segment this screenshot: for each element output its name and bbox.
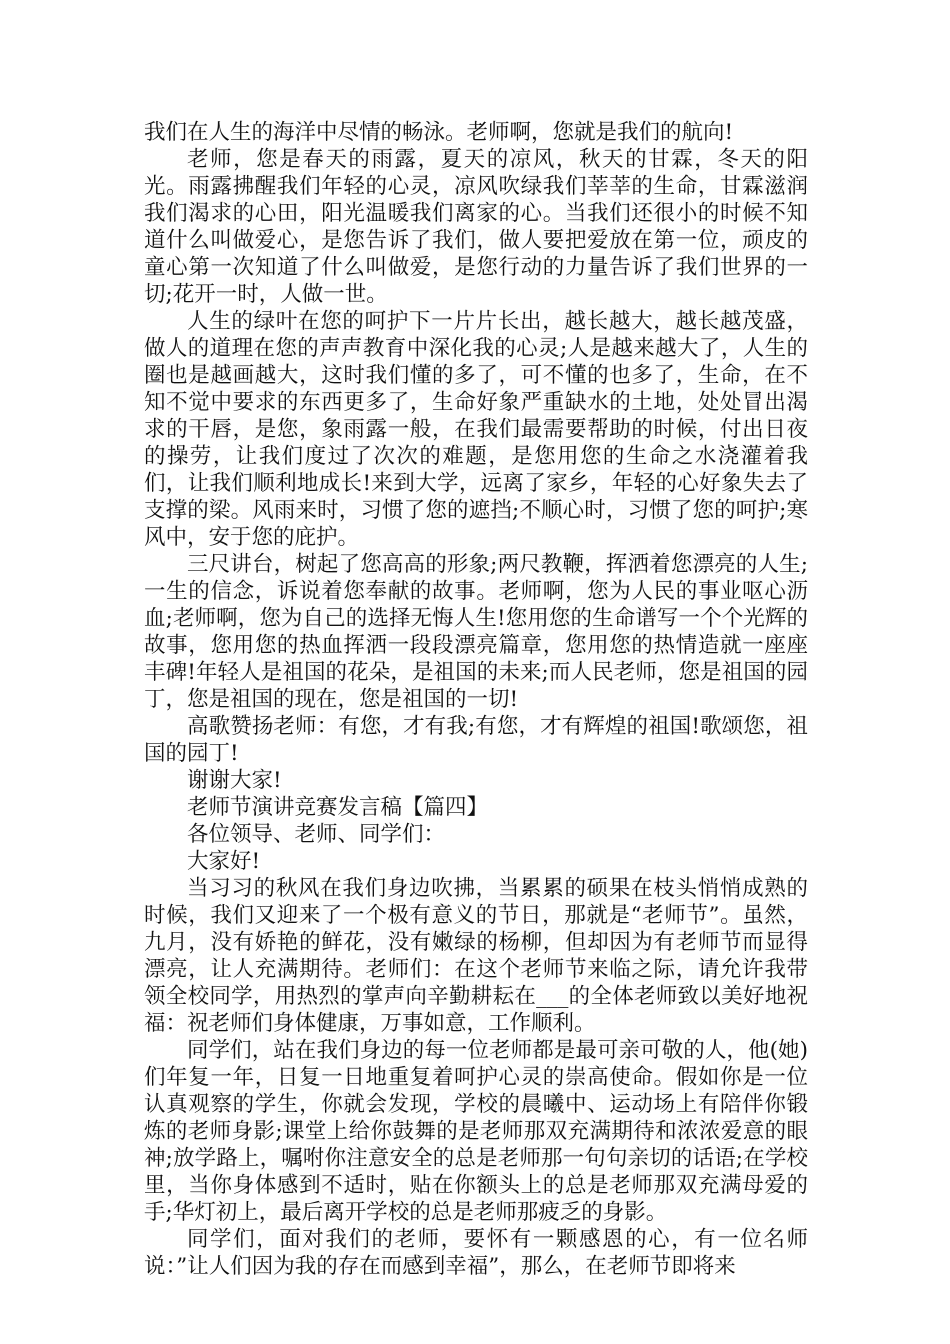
paragraph-3: 人生的绿叶在您的呵护下一片片长出，越长越大，越长越茂盛，做人的道理在您的声声教育中深化我的心灵;人是越来越大了，人生的圈也是越画越大，这时我们懂的多了，可不懂的也多了，生命，在不知不觉中要求的东西更多了，生命好象严重缺水的土地，处处冒出渴求的干唇，是您，象雨露一般，在我们最需要帮助的时候，付出日夜的操劳，让我们度过了次次的难题，是您用您的生命之水浇灌着我们，让我们顺利地成长!来到大学，远离了家乡，年轻的心好象失去了支撑的梁。风雨来时，习惯了您的遮挡;不顺心时，习惯了您的呵护;寒风中，安于您的庇护。 <box>144 309 808 550</box>
greeting: 大家好! <box>187 849 261 874</box>
paragraph-11: 同学们，站在我们身边的每一位老师都是最可亲可敬的人，他(她)们年复一年，日复一日地重复着呵护心灵的崇高使命。假如你是一位认真观察的学生，你就会发现，学校的晨曦中、运动场上有陪伴你锻炼的老师身影;课堂上给你鼓舞的是老师那双充满期待和浓浓爱意的眼神;放学路上，嘱咐你注意安全的总是老师那一句句亲切的话语;在学校里，当你身体感到不适时，贴在你额头上的总是老师那双充满母爱的手;华灯初上，最后离开学校的总是老师那疲乏的身影。 <box>144 1038 808 1225</box>
paragraph-4: 三尺讲台，树起了您高高的形象;两尺教鞭，挥洒着您漂亮的人生;一生的信念，诉说着您奉献的故事。老师啊，您为人民的事业呕心沥血;老师啊，您为自己的选择无悔人生!您用您的生命谱写一个个光辉的故事，您用您的热血挥洒一段段漂亮篇章，您用您的热情造就一座座丰碑!年轻人是祖国的花朵，是祖国的未来;而人民老师，您是祖国的园丁，您是祖国的现在，您是祖国的一切! <box>144 552 808 712</box>
paragraph-1: 我们在人生的海洋中尽情的畅泳。老师啊，您就是我们的航向! <box>144 120 734 145</box>
paragraph-10: 当习习的秋风在我们身边吹拂，当累累的硕果在枝头悄悄成熟的时候，我们又迎来了一个极有意义的节日，那就是“老师节”。虽然，九月，没有娇艳的鲜花，没有嫩绿的杨柳，但却因为有老师节而显得漂亮，让人充满期待。老师们：在这个老师节来临之际，请允许我带领全校同学，用热烈的掌声向辛勤耕耘在___的全体老师致以美好地祝福：祝老师们身体健康，万事如意，工作顺利。 <box>144 876 808 1036</box>
paragraph-5: 高歌赞扬老师：有您，才有我;有您，才有辉煌的祖国!歌颂您，祖国的园丁! <box>144 714 808 766</box>
salutation: 各位领导、老师、同学们： <box>187 822 446 847</box>
section-heading: 老师节演讲竞赛发言稿【篇四】 <box>187 795 489 820</box>
closing-thanks: 谢谢大家! <box>187 768 282 793</box>
paragraph-2: 老师，您是春天的雨露，夏天的凉风，秋天的甘霖，冬天的阳光。雨露拂醒我们年轻的心灵，凉风吹绿我们莘莘的生命，甘霖滋润我们渴求的心田，阳光温暖我们离家的心。当我们还很小的时候不知道什么叫做爱心，是您告诉了我们，做人要把爱放在第一位，顽皮的童心第一次知道了什么叫做爱，是您行动的力量告诉了我们世界的一切;花开一时，人做一世。 <box>144 147 808 307</box>
document-page <box>144 119 808 1280</box>
paragraph-12: 同学们，面对我们的老师，要怀有一颗感恩的心，有一位名师说：”让人们因为我的存在而感到幸福”，那么，在老师节即将来 <box>144 1227 808 1279</box>
